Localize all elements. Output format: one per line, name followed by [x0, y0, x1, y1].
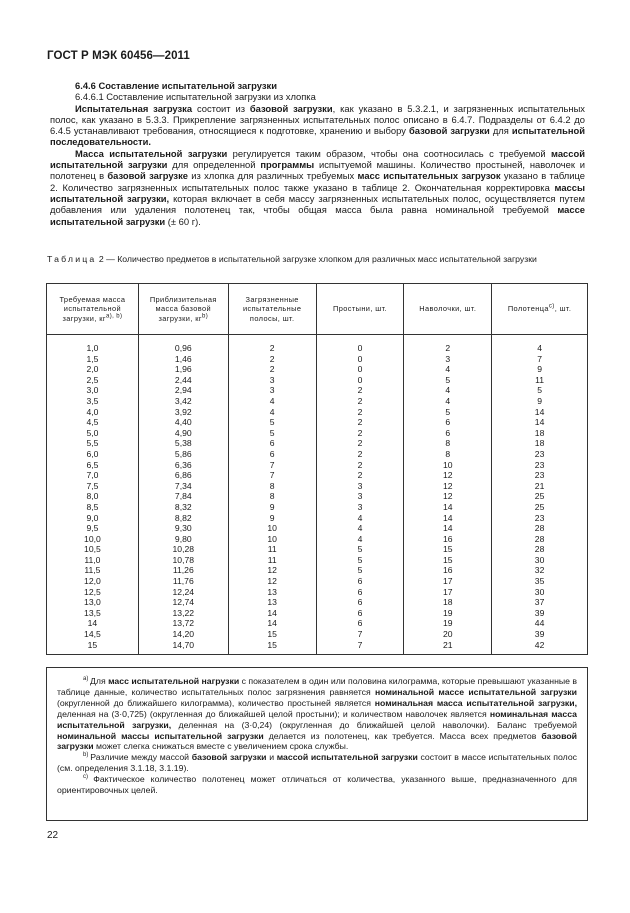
table-row — [47, 481, 588, 492]
table-cell: 13 — [228, 597, 316, 608]
items-table — [46, 283, 588, 655]
table-cell: 28 — [492, 534, 588, 545]
table-cell: 5 — [228, 417, 316, 428]
table-cell: 7 — [228, 470, 316, 481]
note_b-run: базовой загрузки — [191, 752, 267, 763]
table-cell: 4,0 — [47, 407, 139, 418]
table-cell: 12 — [228, 576, 316, 587]
table-cell: 5,5 — [47, 438, 139, 449]
table-cell: 7 — [316, 629, 404, 640]
table-cell: 3,42 — [138, 396, 228, 407]
table-cell: 8 — [404, 438, 492, 449]
table-body — [47, 335, 588, 655]
table-row — [47, 438, 588, 449]
table-cell: 6,86 — [138, 470, 228, 481]
table-cell: 13,0 — [47, 597, 139, 608]
table-cell: 19 — [404, 608, 492, 619]
table-cell: 4 — [404, 396, 492, 407]
table-cell: 10,28 — [138, 544, 228, 555]
table-cell: 32 — [492, 565, 588, 576]
table-cell: 7 — [228, 460, 316, 471]
note_b-run: и — [266, 752, 277, 763]
table-row — [47, 335, 588, 354]
table-cell: 4,40 — [138, 417, 228, 428]
body-text — [50, 80, 585, 227]
table-cell: 3,92 — [138, 407, 228, 418]
document-header: ГОСТ Р МЭК 60456—2011 — [47, 50, 190, 62]
para1-run: базовой загрузки — [249, 102, 333, 114]
table-cell: 2,44 — [138, 375, 228, 386]
table-cell: 11 — [492, 375, 588, 386]
note_a-run: делается из полотенец, как требуется. Масса всех предметов — [263, 730, 542, 741]
table-cell: 30 — [492, 587, 588, 598]
table-cell: 2 — [316, 407, 404, 418]
table-cell: 44 — [492, 618, 588, 629]
table-row — [47, 460, 588, 471]
table-cell: 10,0 — [47, 534, 139, 545]
table-row — [47, 364, 588, 375]
table-cell: 17 — [404, 576, 492, 587]
table-cell: 7,34 — [138, 481, 228, 492]
table-cell: 42 — [492, 640, 588, 655]
table-row — [47, 576, 588, 587]
table-row — [47, 629, 588, 640]
table-cell: 2 — [316, 417, 404, 428]
note_a-run: может слегка снижаться вместе с увеличением срока службы. — [93, 741, 349, 752]
table-row — [47, 417, 588, 428]
table-cell: 18 — [492, 428, 588, 439]
subsection-title: 6.4.6.1 Составление испытательной загрузки из хлопка — [75, 91, 316, 103]
table-cell: 15 — [228, 640, 316, 655]
note_b-run: Различие между массой — [90, 752, 192, 763]
table-cell: 0 — [316, 375, 404, 386]
table-cell: 12,74 — [138, 597, 228, 608]
table-cell: 1,96 — [138, 364, 228, 375]
table-cell: 1,46 — [138, 354, 228, 365]
table-cell: 18 — [492, 438, 588, 449]
table-cell: 6 — [316, 597, 404, 608]
table-cell: 35 — [492, 576, 588, 587]
table-cell: 2 — [316, 385, 404, 396]
table-notes — [46, 667, 588, 821]
para2-run: масс испытательных загрузок — [357, 170, 501, 182]
table-cell: 37 — [492, 597, 588, 608]
table-cell: 6 — [316, 576, 404, 587]
table-cell: 6 — [404, 428, 492, 439]
para1-run: , как указано в 5.3.2.1, и загрязненных испытательных полос, как указано в 5.3.3. Прикрепление загрязненных испытательных полос описано в 6.4.7. Подразделы от 6.4.2 до 6.4.5 устанавливают требования, относящиеся к подготовке, хранению и выбору — [50, 102, 585, 137]
note_a-run: базовой загрузки — [57, 730, 577, 752]
table-cell: 4,90 — [138, 428, 228, 439]
table-cell: 4 — [404, 364, 492, 375]
table-cell: 2 — [316, 438, 404, 449]
para2-run: программы — [260, 159, 315, 171]
table-cell: 23 — [492, 470, 588, 481]
table-cell: 28 — [492, 523, 588, 534]
column-header: Требуемая масса испытательной загрузки, $кг^{а), b)}$ — [47, 284, 139, 335]
table-header-row — [47, 284, 588, 335]
table-cell: 14 — [228, 618, 316, 629]
table-cell: 10,78 — [138, 555, 228, 566]
table-cell: 6,5 — [47, 460, 139, 471]
table-cell: 3 — [404, 354, 492, 365]
para2-run: массы испытательной загрузки, — [50, 181, 585, 204]
table-cell: 14,70 — [138, 640, 228, 655]
table-cell: 5 — [404, 407, 492, 418]
table-row — [47, 544, 588, 555]
table-cell: 14 — [492, 417, 588, 428]
table-cell: 28 — [492, 544, 588, 555]
table-row — [47, 587, 588, 598]
paragraph-1 — [50, 103, 585, 148]
table-cell: 15 — [228, 629, 316, 640]
table-cell: 5,0 — [47, 428, 139, 439]
column-header: Простыни, шт. — [316, 284, 404, 335]
table-cell: 23 — [492, 449, 588, 460]
note_a-run: номинальной массе испытательной загрузки — [375, 686, 577, 697]
table-cell: 0,96 — [138, 335, 228, 354]
table-cell: 8 — [404, 449, 492, 460]
table-cell: 6,36 — [138, 460, 228, 471]
table-cell: 10 — [228, 523, 316, 534]
para2-run: массе испытательной загрузки — [50, 204, 585, 227]
table-cell: 7,5 — [47, 481, 139, 492]
table-cell: 2 — [228, 354, 316, 365]
table-cell: 21 — [492, 481, 588, 492]
table-cell: 2 — [316, 460, 404, 471]
table-cell: 4,5 — [47, 417, 139, 428]
table-cell: 6 — [228, 438, 316, 449]
table-cell: 3 — [316, 481, 404, 492]
para1-run: базовой загрузки — [408, 125, 490, 137]
column-header: Загрязненные испытательные полосы, шт. — [228, 284, 316, 335]
table-cell: 2 — [228, 335, 316, 354]
table-cell: 7 — [316, 640, 404, 655]
table-cell: 19 — [404, 618, 492, 629]
table-cell: 6 — [316, 618, 404, 629]
para2-run: указано в таблице 2. Количество загрязненных испытательных полос также указано в таблице 2. Окончательная корректировка — [50, 170, 585, 193]
column-header: Наволочки, шт. — [404, 284, 492, 335]
table-cell: 7 — [492, 354, 588, 365]
table-cell: 2,5 — [47, 375, 139, 386]
table-cell: 6 — [228, 449, 316, 460]
table-cell: 2 — [228, 364, 316, 375]
table-row — [47, 597, 588, 608]
table-cell: 12 — [404, 470, 492, 481]
table-row — [47, 385, 588, 396]
paragraph-2 — [50, 148, 585, 227]
table-cell: 12,24 — [138, 587, 228, 598]
table-row — [47, 534, 588, 545]
table-cell: 12 — [228, 565, 316, 576]
table-caption — [47, 254, 587, 265]
table-cell: 14 — [404, 513, 492, 524]
table-row — [47, 449, 588, 460]
table-cell: 14,5 — [47, 629, 139, 640]
table-cell: 8 — [228, 481, 316, 492]
para2-run: испытуемой машины. Количество простыней, наволочек и полотенец в — [50, 159, 585, 182]
table-cell: 10 — [228, 534, 316, 545]
table-cell: 3,0 — [47, 385, 139, 396]
table-cell: 5,38 — [138, 438, 228, 449]
table-cell: 9 — [228, 502, 316, 513]
table-cell: 14 — [492, 407, 588, 418]
table-row — [47, 555, 588, 566]
table-cell: 12 — [404, 481, 492, 492]
table-caption-label: Таблица — [47, 254, 97, 264]
para1-run: состоит из — [192, 102, 250, 114]
table-cell: 4 — [492, 335, 588, 354]
table-cell: 9,5 — [47, 523, 139, 534]
para2-run: которая включает в себя массу загрязненных испытательных полос, осуществляется путем добавления или удаления полотенец так, чтобы общая масса была равна номинальной требуемой — [50, 192, 585, 216]
table-cell: 20 — [404, 629, 492, 640]
table-row — [47, 608, 588, 619]
table-cell: 7,0 — [47, 470, 139, 481]
table-cell: 6 — [316, 608, 404, 619]
table-cell: 11,76 — [138, 576, 228, 587]
table-cell: 4 — [316, 513, 404, 524]
note_a-run: а) — [83, 676, 91, 683]
table-cell: 13 — [228, 587, 316, 598]
note-a — [57, 676, 577, 752]
table-cell: 14 — [404, 502, 492, 513]
table-cell: 18 — [404, 597, 492, 608]
table-cell: 8,32 — [138, 502, 228, 513]
table-caption-text: 2 — Количество предметов в испытательной загрузке хлопком для различных масс испытательной загрузки — [96, 254, 537, 264]
table-cell: 39 — [492, 629, 588, 640]
table-cell: 4 — [316, 534, 404, 545]
table-cell: 0 — [316, 354, 404, 365]
table-cell: 3 — [228, 385, 316, 396]
note-b — [57, 752, 577, 774]
section-title: 6.4.6 Составление испытательной загрузки — [75, 80, 277, 91]
table-cell: 6,0 — [47, 449, 139, 460]
table-cell: 11 — [228, 544, 316, 555]
note_b-run: b) — [83, 752, 91, 759]
table-cell: 11 — [228, 555, 316, 566]
para1-run: для — [489, 125, 512, 137]
table-row — [47, 428, 588, 439]
table-cell: 39 — [492, 608, 588, 619]
table-cell: 25 — [492, 502, 588, 513]
table-cell: 11,0 — [47, 555, 139, 566]
table-cell: 12,0 — [47, 576, 139, 587]
table-cell: 4 — [228, 396, 316, 407]
table-cell: 9,30 — [138, 523, 228, 534]
table-cell: 0 — [316, 364, 404, 375]
para2-run: массой испытательной загрузки — [50, 147, 585, 171]
table-row — [47, 470, 588, 481]
note_a-run: с показателем в один или половина килограмма, которые превышают указанные в таблице данные, количество испытательных полос загрязнения равняется — [57, 676, 577, 697]
table-cell: 12 — [404, 491, 492, 502]
page-number: 22 — [47, 830, 59, 841]
table-cell: 4 — [228, 407, 316, 418]
table-cell: 5 — [228, 428, 316, 439]
note_b-run: массой испытательной загрузки — [276, 752, 418, 763]
note_a-run: номинальная масса испытательной загрузки, — [374, 697, 577, 708]
table-cell: 2 — [316, 449, 404, 460]
table-cell: 5 — [492, 385, 588, 396]
table-cell: 4 — [316, 523, 404, 534]
para2-run: для определенной — [167, 159, 261, 171]
table-cell: 15 — [47, 640, 139, 655]
table-cell: 5 — [316, 555, 404, 566]
table-row — [47, 502, 588, 513]
note_a-run: деленная на (3·0,725) (округленная до ближайшей целой простыни); и количеством наволочек является — [57, 708, 490, 719]
table-cell: 13,5 — [47, 608, 139, 619]
table-cell: 5,86 — [138, 449, 228, 460]
table-cell: 8,0 — [47, 491, 139, 502]
para2-run: из хлопка для различных требуемых — [188, 170, 358, 182]
table-cell: 13,72 — [138, 618, 228, 629]
note_b-run: состоит в массе испытательных полос (см. определения 3.1.18, 3.1.19). — [57, 752, 577, 774]
table-cell: 14,20 — [138, 629, 228, 640]
table-row — [47, 565, 588, 576]
table-cell: 15 — [404, 544, 492, 555]
table-row — [47, 523, 588, 534]
table-cell: 5 — [316, 565, 404, 576]
table-cell: 16 — [404, 534, 492, 545]
note-c — [57, 774, 577, 796]
note_a-run: номинальной массы испытательной загрузки — [57, 730, 264, 741]
table-cell: 2 — [316, 428, 404, 439]
column-header: Полотенца$^{с)}$, шт. — [492, 284, 588, 335]
para2-run: регулируется таким образом, чтобы она соотносилась с требуемой — [227, 147, 552, 159]
table-cell: 14 — [228, 608, 316, 619]
table-cell: 6 — [316, 587, 404, 598]
table-cell: 0 — [316, 335, 404, 354]
column-header: Приблизительная масса базовой загрузки, $кг^{b)}$ — [138, 284, 228, 335]
table-cell: 21 — [404, 640, 492, 655]
table-cell: 9 — [492, 364, 588, 375]
table-cell: 1,0 — [47, 335, 139, 354]
table-cell: 23 — [492, 513, 588, 524]
table-cell: 6 — [404, 417, 492, 428]
note_a-run: (округленной до ближайшего килограмма), количество простыней является — [57, 697, 375, 708]
table-row — [47, 618, 588, 629]
table-row — [47, 396, 588, 407]
note_c-run: Фактическое количество полотенец может отличаться от количества, указанного выше, предназначенного для ориентировочных целей. — [57, 774, 577, 796]
table-cell: 2,94 — [138, 385, 228, 396]
para1-run: Испытательная загрузка — [75, 102, 193, 114]
table-cell: 3 — [228, 375, 316, 386]
table-cell: 5 — [404, 375, 492, 386]
table-row — [47, 354, 588, 365]
table-cell: 9,0 — [47, 513, 139, 524]
table-row — [47, 513, 588, 524]
table-cell: 13,22 — [138, 608, 228, 619]
table-row — [47, 640, 588, 655]
table-cell: 9 — [492, 396, 588, 407]
table-cell: 2 — [316, 470, 404, 481]
note_a-run: номинальная масса испытательной загрузки, — [57, 708, 577, 730]
table-cell: 8,82 — [138, 513, 228, 524]
table-cell: 3 — [316, 502, 404, 513]
table-cell: 8 — [228, 491, 316, 502]
table-cell: 17 — [404, 587, 492, 598]
table-cell: 4 — [404, 385, 492, 396]
table-cell: 10,5 — [47, 544, 139, 555]
table-cell: 2 — [404, 335, 492, 354]
table-cell: 7,84 — [138, 491, 228, 502]
table-cell: 10 — [404, 460, 492, 471]
table-cell: 2,0 — [47, 364, 139, 375]
note_a-run: Для — [90, 676, 109, 686]
table-cell: 23 — [492, 460, 588, 471]
table-row — [47, 491, 588, 502]
table-cell: 3,5 — [47, 396, 139, 407]
table-cell: 2 — [316, 396, 404, 407]
note_a-run: деленная на (3·0,24) (округленная до ближайшей целой наволочки). Баланс требуемой — [171, 719, 577, 730]
table-cell: 3 — [316, 491, 404, 502]
note_a-run: масс испытательной нагрузки — [108, 676, 240, 686]
table-cell: 14 — [404, 523, 492, 534]
table-cell: 16 — [404, 565, 492, 576]
table-cell: 14 — [47, 618, 139, 629]
table-cell: 1,5 — [47, 354, 139, 365]
table-cell: 11,5 — [47, 565, 139, 576]
para2-run: базовой загрузке — [107, 170, 188, 182]
note_c-run: с) — [83, 774, 94, 781]
para2-run: Масса испытательной загрузки — [75, 147, 228, 159]
para2-run: (± 60 г). — [165, 215, 201, 227]
table-cell: 8,5 — [47, 502, 139, 513]
para1-run: испытательной последовательности. — [50, 125, 585, 148]
table-cell: 11,26 — [138, 565, 228, 576]
table-cell: 5 — [316, 544, 404, 555]
table-cell: 30 — [492, 555, 588, 566]
table-cell: 9 — [228, 513, 316, 524]
table-row — [47, 375, 588, 386]
table-cell: 9,80 — [138, 534, 228, 545]
table-cell: 12,5 — [47, 587, 139, 598]
table-row — [47, 407, 588, 418]
table-cell: 25 — [492, 491, 588, 502]
table-cell: 15 — [404, 555, 492, 566]
